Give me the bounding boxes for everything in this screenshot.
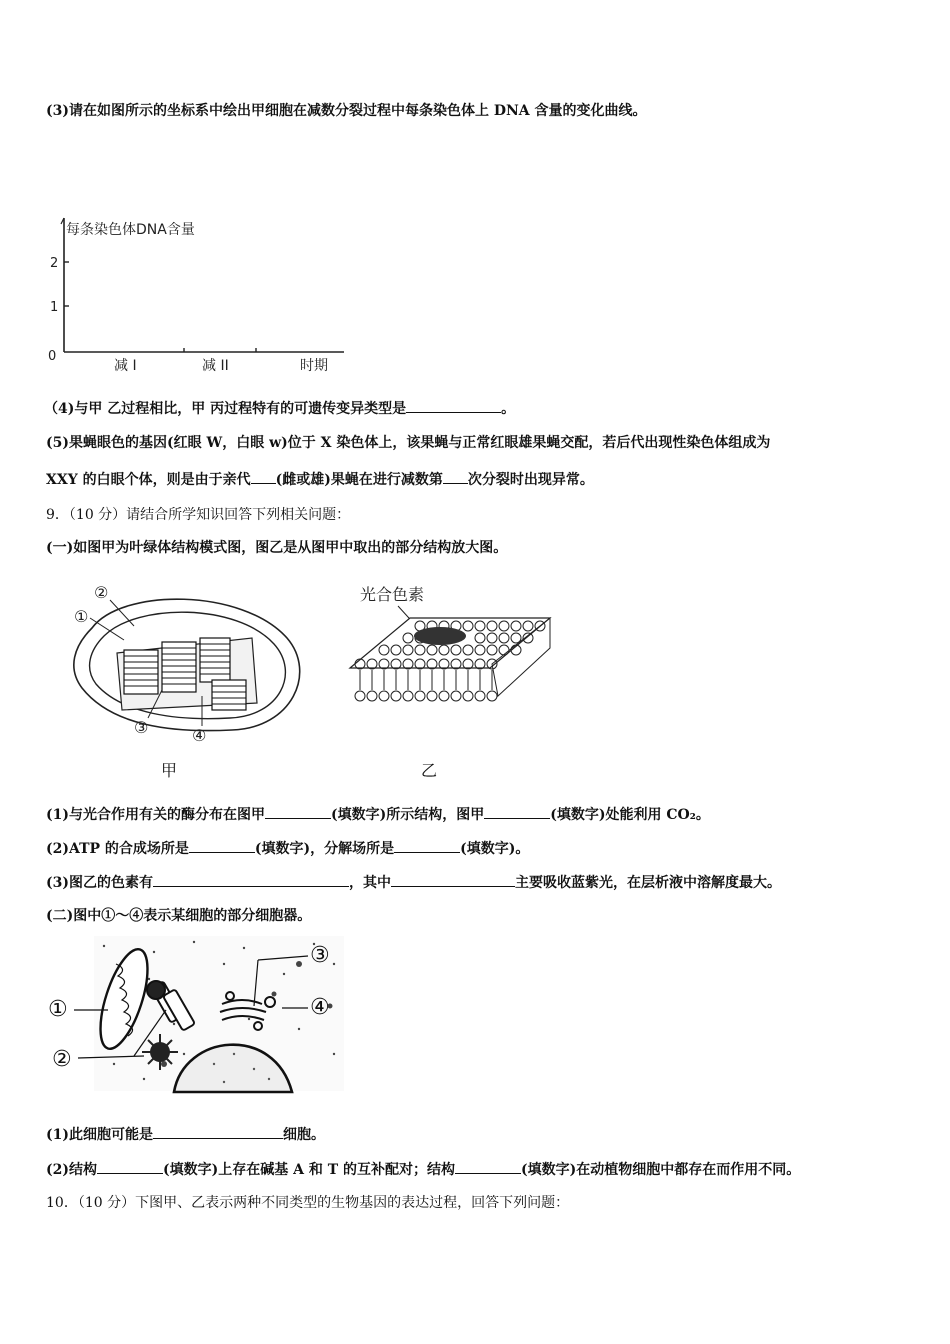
y-tick-label-2: 2 [50, 256, 59, 271]
chloroplast-diagram [62, 578, 312, 748]
mark-4: ④ [192, 726, 207, 745]
organelle-mark-4: ④ [310, 995, 330, 1020]
q9-sub2-2-text-b: (填数字)上存在碱基 A 和 T 的互补配对；结构 [163, 1162, 456, 1178]
q9-sub3-text-c: 主要吸收蓝紫光，在层析液中溶解度最大。 [515, 875, 781, 891]
x-label-meiosis-2: 减 II [202, 358, 229, 374]
graph-y-label: 每条染色体DNA含量 [66, 222, 195, 238]
lipid-tails [360, 670, 492, 690]
mark-1: ① [74, 607, 89, 626]
q9-sub2 [46, 838, 529, 859]
mark-2: ② [94, 583, 109, 602]
q8-part4-text: （4)与甲 乙过程相比，甲 丙过程特有的可遗传变异类型是 [44, 401, 407, 417]
q9-sub2-text-a: (2)ATP 的合成场所是 [46, 841, 189, 857]
graph-origin-label: 0 [48, 349, 57, 364]
q8-part5-text-a: XXY 的白眼个体，则是由于亲代 [46, 472, 251, 488]
q8-part4-end: 。 [501, 401, 516, 417]
q9-sub2-2-text-c: (填数字)在动植物细胞中都存在而作用不同。 [521, 1162, 801, 1178]
thylakoid-membrane-diagram [340, 578, 555, 728]
q9-sub1-text-a: (1)与光合作用有关的酶分布在图甲 [46, 807, 265, 823]
answer-blank[interactable] [265, 804, 331, 819]
organelle-mark-3: ③ [310, 943, 330, 968]
q8-part3: (3)请在如图所示的坐标系中绘出甲细胞在减数分裂过程中每条染色体上 DNA 含量的变化曲线。 [46, 103, 647, 119]
q9-sub1 [46, 804, 710, 825]
answer-blank[interactable] [153, 872, 349, 887]
mark-3: ③ [134, 718, 149, 737]
dna-content-graph [44, 210, 354, 380]
q10-heading: 10．（10 分）下图甲、乙表示两种不同类型的生物基因的表达过程，回答下列问题： [46, 1195, 570, 1211]
q9-sub2-text-c: (填数字)。 [460, 841, 530, 857]
x-label-period: 时期 [300, 358, 328, 374]
q8-part5-line1: (5)果蝇眼色的基因(红眼 W，白眼 w)位于 X 染色体上，该果蝇与正常红眼雄果蝇交配，若后代出现性染色体组成为 [46, 435, 771, 451]
answer-blank[interactable] [391, 872, 515, 887]
answer-blank[interactable] [394, 838, 460, 853]
cell-organelles-diagram [44, 934, 344, 1094]
answer-blank[interactable] [484, 804, 550, 819]
q9-part1-intro: (一)如图甲为叶绿体结构模式图，图乙是从图甲中取出的部分结构放大图。 [46, 540, 508, 556]
x-label-meiosis-1: 减 I [114, 358, 137, 374]
answer-blank[interactable] [455, 1159, 521, 1174]
organelle-mark-1: ① [48, 997, 68, 1022]
q9-sub1-text-c: (填数字)处能利用 CO₂。 [550, 807, 710, 823]
q9-heading: 9．（10 分）请结合所学知识回答下列相关问题： [46, 507, 351, 523]
answer-blank[interactable] [251, 469, 276, 484]
q8-part5-line2 [46, 469, 594, 490]
answer-blank[interactable] [153, 1124, 283, 1139]
lower-lipid-heads [355, 691, 497, 701]
caption-yi: 乙 [421, 761, 438, 780]
answer-blank[interactable] [189, 838, 255, 853]
q9-sub3 [46, 872, 781, 893]
q9-sub3-text-a: (3)图乙的色素有 [46, 875, 153, 891]
y-tick-label-1: 1 [50, 300, 59, 315]
q9-sub2-text-b: (填数字)，分解场所是 [254, 841, 395, 857]
q9-sub1-text-b: (填数字)所示结构，图甲 [331, 807, 485, 823]
q9-sub2-1-text-a: (1)此细胞可能是 [46, 1127, 153, 1143]
q8-part5-text-c: 次分裂时出现异常。 [467, 472, 594, 488]
pigment-cluster [414, 627, 466, 645]
q8-part5-text-b: (雌或雄)果蝇在进行减数第 [275, 472, 443, 488]
pigment-label: 光合色素 [360, 585, 425, 604]
answer-blank[interactable] [97, 1159, 163, 1174]
q9-sub2-1-text-b: 细胞。 [283, 1127, 325, 1143]
q9-sub3-text-b: ，其中 [349, 875, 391, 891]
answer-blank[interactable] [406, 398, 501, 413]
q9-part2-intro: (二)图中①～④表示某细胞的部分细胞器。 [46, 908, 312, 924]
organelle-mark-2: ② [52, 1047, 72, 1072]
q9-sub2-1 [46, 1124, 325, 1145]
q9-sub2-2 [46, 1159, 800, 1180]
q8-part4 [44, 398, 515, 419]
caption-jia: 甲 [161, 761, 178, 780]
q9-sub2-2-text-a: (2)结构 [46, 1162, 97, 1178]
answer-blank[interactable] [443, 469, 468, 484]
